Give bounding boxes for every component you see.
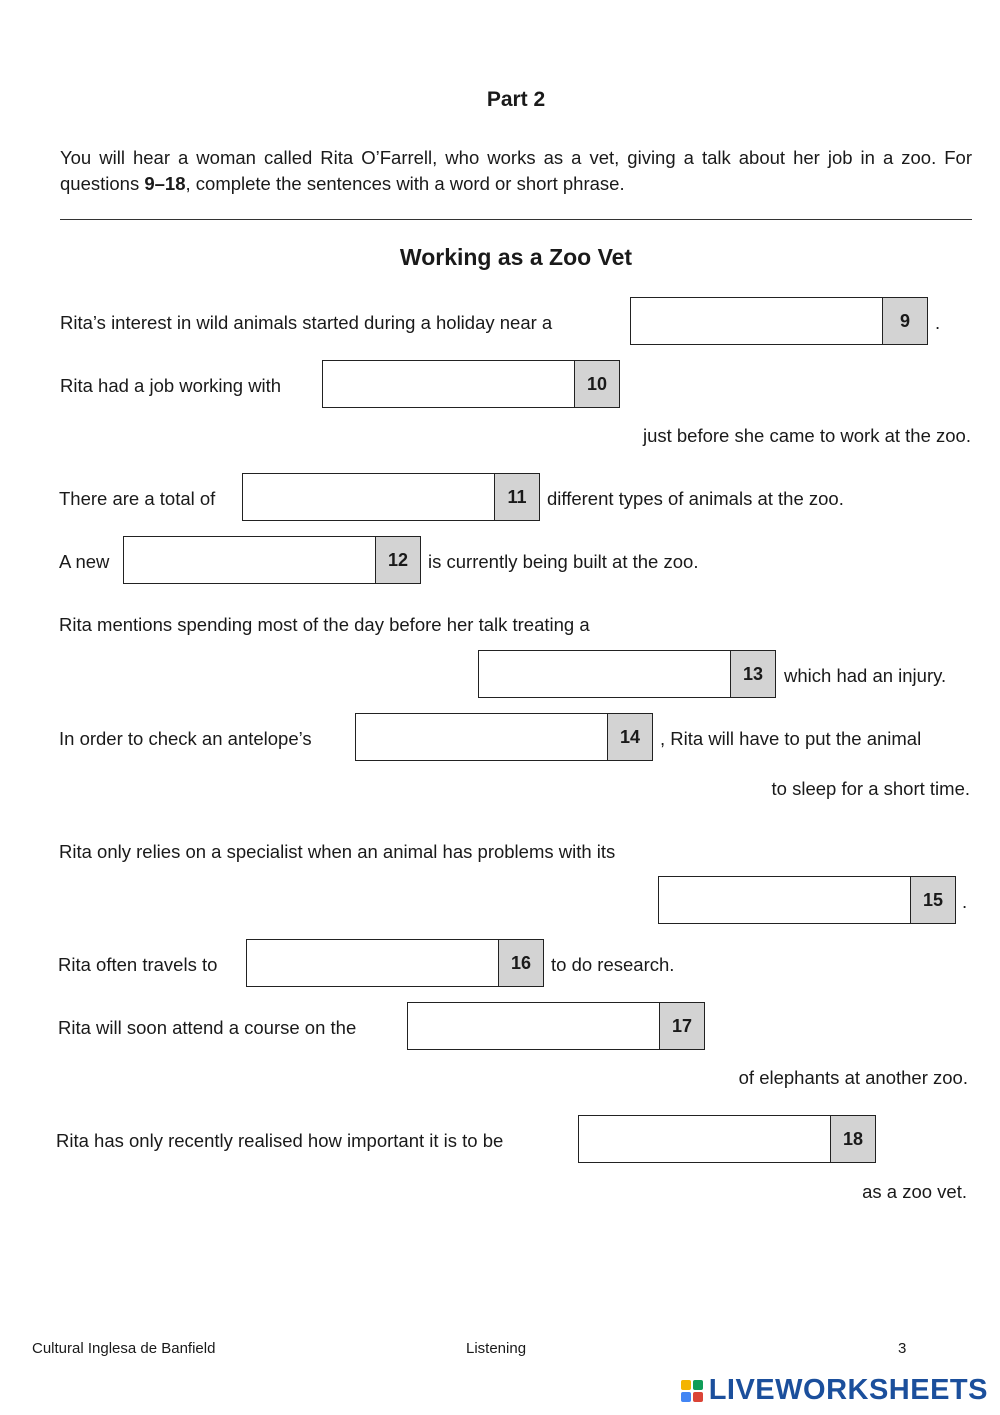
liveworksheets-icon <box>681 1380 703 1402</box>
q16-end: to do research. <box>551 954 675 975</box>
q11-text: There are a total of <box>59 488 216 509</box>
instructions-text: You will hear a woman called Rita O’Farrell, who works as a vet, giving a talk about her job in a zoo. For questions <box>60 147 972 194</box>
answer-box-16[interactable] <box>246 939 544 987</box>
answer-box-18[interactable] <box>578 1115 876 1163</box>
answer-box-15[interactable] <box>658 876 956 924</box>
instructions-text-end: , complete the sentences with a word or short phrase. <box>185 173 625 194</box>
answer-box-13[interactable] <box>478 650 776 698</box>
question-number-15: 15 <box>910 877 955 923</box>
worksheet-heading: Working as a Zoo Vet <box>399 244 633 270</box>
question-number-12: 12 <box>375 537 420 583</box>
answer-box-12[interactable] <box>123 536 421 584</box>
q18-end: as a zoo vet. <box>862 1181 967 1202</box>
q15-text: Rita only relies on a specialist when an animal has problems with its <box>59 841 616 862</box>
q14-end-line2: to sleep for a short time. <box>771 778 970 799</box>
question-number-10: 10 <box>574 361 619 407</box>
q12-text: A new <box>59 551 110 572</box>
q13-text: Rita mentions spending most of the day before her talk treating a <box>59 614 590 635</box>
question-number-14: 14 <box>607 714 652 760</box>
answer-box-10[interactable] <box>322 360 620 408</box>
q14-end: , Rita will have to put the animal <box>660 728 922 749</box>
q9-text: Rita’s interest in wild animals started during a holiday near a <box>60 312 553 333</box>
q16-text: Rita often travels to <box>58 954 218 975</box>
question-number-18: 18 <box>830 1116 875 1162</box>
part-title: Part 2 <box>486 88 546 111</box>
question-number-17: 17 <box>659 1003 704 1049</box>
question-number-11: 11 <box>494 474 539 520</box>
question-number-9: 9 <box>882 298 927 344</box>
answer-box-17[interactable] <box>407 1002 705 1050</box>
q14-text: In order to check an antelope’s <box>59 728 312 749</box>
q9-end: . <box>935 312 941 333</box>
answer-box-11[interactable] <box>242 473 540 521</box>
question-number-16: 16 <box>498 940 543 986</box>
q15-end: . <box>962 891 968 912</box>
page-number: 3 <box>898 1340 907 1357</box>
q17-text: Rita will soon attend a course on the <box>58 1017 357 1038</box>
q17-end: of elephants at another zoo. <box>738 1067 968 1088</box>
instructions <box>60 145 972 197</box>
footer-institution: Cultural Inglesa de Banfield <box>32 1340 216 1357</box>
q11-end: different types of animals at the zoo. <box>547 488 844 509</box>
q10-text: Rita had a job working with <box>60 375 282 396</box>
q13-end: which had an injury. <box>784 665 947 686</box>
q18-text: Rita has only recently realised how important it is to be <box>56 1130 504 1151</box>
answer-box-14[interactable] <box>355 713 653 761</box>
brand-name: LIVEWORKSHEETS <box>708 1374 988 1406</box>
question-number-13: 13 <box>730 651 775 697</box>
answer-box-9[interactable] <box>630 297 928 345</box>
q12-end: is currently being built at the zoo. <box>428 551 699 572</box>
question-range: 9–18 <box>144 173 186 194</box>
divider <box>60 219 972 220</box>
brand-logo <box>681 1374 988 1407</box>
q10-end: just before she came to work at the zoo. <box>642 425 971 446</box>
footer-section: Listening <box>466 1340 527 1357</box>
